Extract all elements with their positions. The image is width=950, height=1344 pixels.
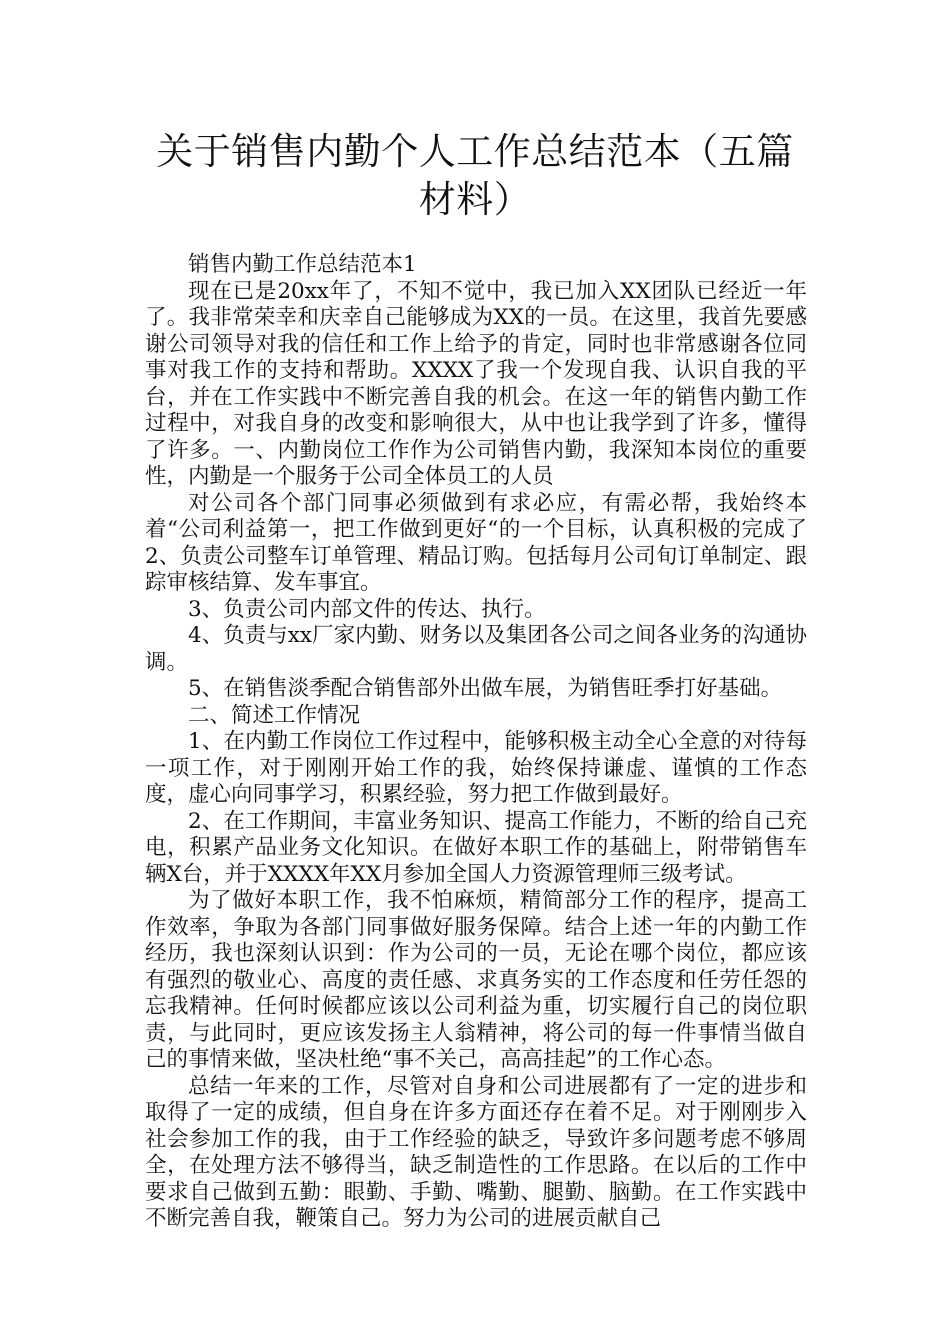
list-item: 3、负责公司内部文件的传达、执行。 (188, 596, 546, 622)
document-title: 关于销售内勤个人工作总结范本（五篇材料） (156, 130, 794, 221)
list-item: 1、在内勤工作岗位工作过程中，能够积极主动全心全意的对待每一项工作，对于刚刚开始工作的我，始终保持谦虚、谨慎的工作态度，虚心向同事学习，积累经验，努力把工作做到最好。 (145, 729, 807, 807)
document-body (145, 252, 807, 1233)
paragraph: 总结一年来的工作，尽管对自身和公司进展都有了一定的进步和取得了一定的成绩，但自身在许多方面还存在着不足。对于刚刚步入社会参加工作的我，由于工作经验的缺乏，导致许多问题考虑不够周全，在处理方法不够得当，缺乏制造性的工作思路。在以后的工作中要求自己做到五勤：眼勤、手勤、嘴勤、腿勤、脑勤。在工作实践中不断完善自我，鞭策自己。努力为公司的进展贡献自己 (145, 1073, 807, 1231)
section-heading: 二、简述工作情况 (188, 702, 361, 728)
paragraph: 为了做好本职工作，我不怕麻烦，精简部分工作的程序，提高工作效率，争取为各部门同事做好服务保障。结合上述一年的内勤工作经历，我也深刻认识到：作为公司的一员，无论在哪个岗位，都应该有强烈的敬业心、高度的责任感、求真务实的工作态度和任劳任怨的忘我精神。任何时候都应该以公司利益为重，切实履行自己的岗位职责，与此同时，更应该发扬主人翁精神，将公司的每一件事情当做自己的事情来做，坚决杜绝“事不关己，高高挂起”的工作心态。 (145, 888, 807, 1072)
list-item: 2、在工作期间，丰富业务知识、提高工作能力，不断的给自己充电，积累产品业务文化知识。在做好本职工作的基础上，附带销售车辆X台，并于XXXX年XX月参加全国人力资源管理师三级考试。 (145, 808, 807, 887)
list-item: 5、在销售淡季配合销售部外出做车展，为销售旺季打好基础。 (188, 676, 783, 701)
section-heading: 销售内勤工作总结范本1 (188, 252, 417, 277)
paragraph: 对公司各个部门同事必须做到有求必应，有需必帮，我始终本着“公司利益第一，把工作做到更好“的一个目标，认真积极的完成了2、负责公司整车订单管理、精品订购。包括每月公司旬订单制定、跟踪审核结算、发车事宜。 (145, 490, 807, 595)
paragraph: 现在已是20xx年了，不知不觉中，我已加入XX团队已经近一年了。我非常荣幸和庆幸自己能够成为XX的一员。在这里，我首先要感谢公司领导对我的信任和工作上给予的肯定，同时也非常感谢各位同事对我工作的支持和帮助。XXXX了我一个发现自我、认识自我的平台，并在工作实践中不断完善自我的机会。在这一年的销售内勤工作过程中，对我自身的改变和影响很大，从中也让我学到了许多，懂得了许多。一、内勤岗位工作作为公司销售内勤，我深知本岗位的重要性，内勤是一个服务于公司全体员工的人员 (145, 278, 807, 489)
list-item: 4、负责与xx厂家内勤、财务以及集团各公司之间各业务的沟通协调。 (145, 623, 807, 675)
